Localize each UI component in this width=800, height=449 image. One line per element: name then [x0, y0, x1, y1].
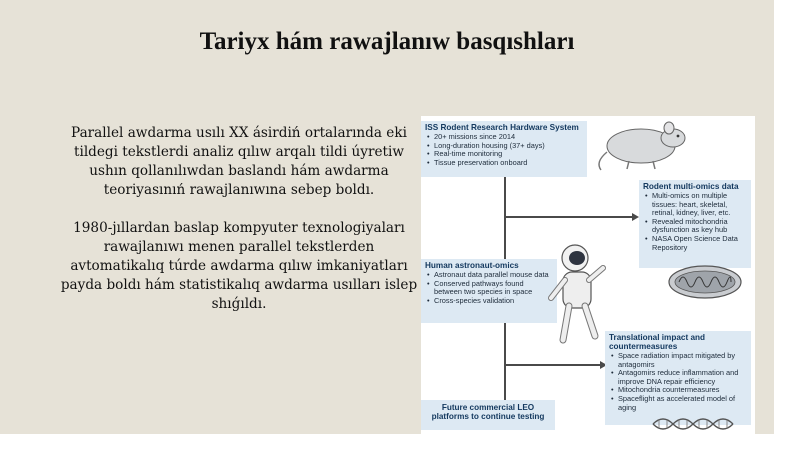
translational-item: • Antagomirs reduce inflammation and improve DNA repair efficiency: [618, 369, 747, 386]
future-title: Future commercial LEO platforms to continue testing: [431, 403, 545, 421]
translational-item: • Spaceflight as accelerated model of aging: [618, 395, 747, 412]
hardware-item: • Real-time monitoring: [434, 150, 583, 159]
paragraph-2: 1980-jıllardan baslap kompyuter texnologiyaları rawajlanıwı menen parallel tekstlerden avtomatikalıq túrde awdarma qılıw imkaniyatları payda boldı hám statistikalıq awdarma usılları islep shıǵıldı.: [60, 220, 418, 312]
hardware-item: • Tissue preservation onboard: [434, 159, 583, 168]
multiomics-item: • Revealed mitochondria dysfunction as key hub: [652, 218, 747, 235]
paragraph-1: Parallel awdarma usılı XX ásirdiń ortalarında eki tildegi tekstlerdi analiz qılıw arqalı tildi úyretiw ushın qollanılıwdan baslandı hám awdarma teoriyasınıń rawajlanıwına sebep boldı.: [71, 125, 407, 198]
multiomics-box: [639, 180, 751, 268]
translational-box: [605, 331, 751, 425]
hardware-box: [421, 121, 587, 177]
connector-to-translational: [506, 364, 602, 366]
multiomics-item: • NASA Open Science Data Repository: [652, 235, 747, 252]
astronaut-item: • Conserved pathways found between two species in space: [434, 280, 553, 297]
slide-body: [58, 124, 420, 333]
multiomics-item: • Multi-omics on multiple tissues: heart, skeletal, retinal, kidney, liver, etc.: [652, 192, 747, 218]
astronaut-item: • Astronaut data parallel mouse data: [434, 271, 553, 280]
arrow-multiomics: [632, 213, 639, 221]
translational-item: • Mitochondria countermeasures: [618, 386, 747, 395]
hardware-item: • 20+ missions since 2014: [434, 133, 583, 142]
astronaut-title: Human astronaut-omics: [425, 261, 519, 270]
slide-title: Tariyx hám rawajlanıw basqıshları: [199, 28, 575, 55]
hardware-title: ISS Rodent Research Hardware System: [425, 123, 579, 132]
translational-item: • Space radiation impact mitigated by antagomirs: [618, 352, 747, 369]
mouse-icon: [591, 116, 691, 174]
mitochondria-icon: [665, 262, 745, 302]
connector-to-multiomics: [506, 216, 634, 218]
astronaut-icon: [545, 240, 615, 350]
multiomics-title: Rodent multi-omics data: [643, 182, 739, 191]
translational-title: Translational impact and countermeasures: [609, 333, 705, 351]
future-box: [421, 400, 555, 430]
hardware-item: • Long-duration housing (37+ days): [434, 142, 583, 151]
astronaut-box: [421, 259, 557, 323]
astronaut-item: • Cross-species validation: [434, 297, 553, 306]
dna-icon: [651, 414, 741, 434]
research-figure: [421, 116, 755, 434]
